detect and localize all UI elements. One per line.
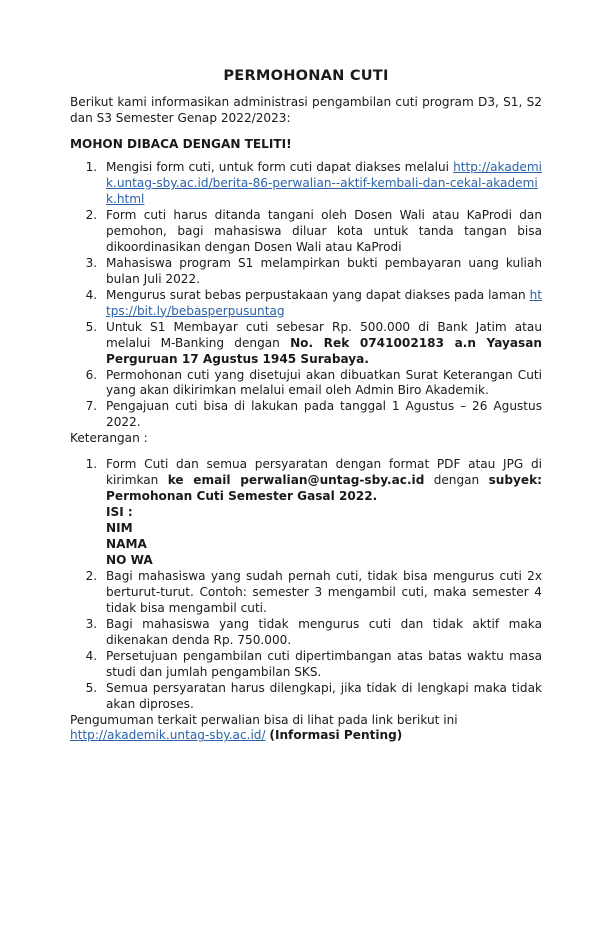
note-1-email: ke email perwalian@untag-sby.ac.id: [167, 473, 425, 488]
intro-paragraph: Berikut kami informasikan administrasi pengambilan cuti program D3, S1, S2 dan S3 Semester Genap 2022/2023:: [70, 95, 542, 126]
akademik-portal-link[interactable]: http://akademik.untag-sby.ac.id/: [70, 728, 266, 743]
note-1-part-a: Form Cuti dan semua persyaratan dengan format PDF atau JPG di kirimkan: [106, 457, 542, 488]
list-item: 7. Pengajuan cuti bisa di lakukan pada tanggal 1 Agustus – 26 Agustus 2022.: [101, 399, 542, 431]
note-1-nama-label: NAMA: [106, 537, 147, 552]
list-item: 6. Permohonan cuti yang disetujui akan dibuatkan Surat Keterangan Cuti yang akan dikirimkan melalui email oleh Admin Biro Akademik.: [101, 368, 542, 400]
informasi-penting-label: (Informasi Penting): [269, 728, 403, 743]
note-1-isi-label: ISI :: [106, 505, 133, 520]
list-item: [101, 457, 542, 569]
list-item: 3. Mahasiswa program S1 melampirkan bukti pembayaran uang kuliah bulan Juli 2022.: [101, 256, 542, 288]
list-item: [101, 288, 542, 320]
note-1-nowa-label: NO WA: [106, 552, 153, 567]
list-item: 5. Semua persyaratan harus dilengkapi, jika tidak di lengkapi maka tidak akan diproses.: [101, 681, 542, 713]
bank-account-info: No. Rek 0741002183 a.n Yayasan Perguruan 17 Agustus 1945 Surabaya.: [106, 335, 543, 366]
main-item-1-text: Mengisi form cuti, untuk form cuti dapat diakses melalui: [106, 160, 454, 175]
list-item: [101, 160, 542, 208]
closing-link-line: [70, 728, 542, 744]
list-item: 4. Persetujuan pengambilan cuti dipertimbangan atas batas waktu masa studi dan jumlah pengambilan SKS.: [101, 649, 542, 681]
warning-heading: MOHON DIBACA DENGAN TELITI!: [70, 137, 292, 152]
list-item: 2. Form cuti harus ditanda tangani oleh Dosen Wali atau KaProdi dan pemohon, bagi mahasiswa diluar kota untuk tanda tangan bisa dikoordinasikan dengan Dosen Wali atau KaProdi: [101, 208, 542, 256]
note-1-nim-label: NIM: [106, 521, 133, 536]
main-item-4-text: Mengurus surat bebas perpustakaan yang dapat diakses pada laman: [106, 287, 530, 302]
list-item: [101, 320, 542, 368]
notes-list: [70, 457, 542, 712]
list-item: 2. Bagi mahasiswa yang sudah pernah cuti, tidak bisa mengurus cuti 2x berturut-turut. Contoh: semester 3 mengambil cuti, maka semester 4 tidak bisa mengambil cuti.: [101, 569, 542, 617]
note-1-subject: subyek: Permohonan Cuti Semester Gasal 2022.: [106, 473, 542, 504]
main-requirements-list: [70, 160, 542, 431]
bebas-perpus-link[interactable]: https://bit.ly/bebasperpusuntag: [106, 287, 542, 318]
keterangan-label: Keterangan :: [70, 431, 148, 446]
main-item-5-text: Untuk S1 Membayar cuti sebesar Rp. 500.000 di Bank Jatim atau melalui M-Banking dengan: [106, 319, 542, 350]
page-title: PERMOHONAN CUTI: [223, 67, 389, 84]
closing-paragraph: Pengumuman terkait perwalian bisa di lihat pada link berikut ini: [70, 712, 458, 727]
note-1-part-c: dengan: [424, 473, 489, 488]
list-item: 3. Bagi mahasiswa yang tidak mengurus cuti dan tidak aktif maka dikenakan denda Rp. 750.000.: [101, 617, 542, 649]
form-cuti-link[interactable]: http://akademik.untag-sby.ac.id/berita-86-perwalian--aktif-kembali-dan-cekal-akademik.html: [106, 160, 542, 207]
